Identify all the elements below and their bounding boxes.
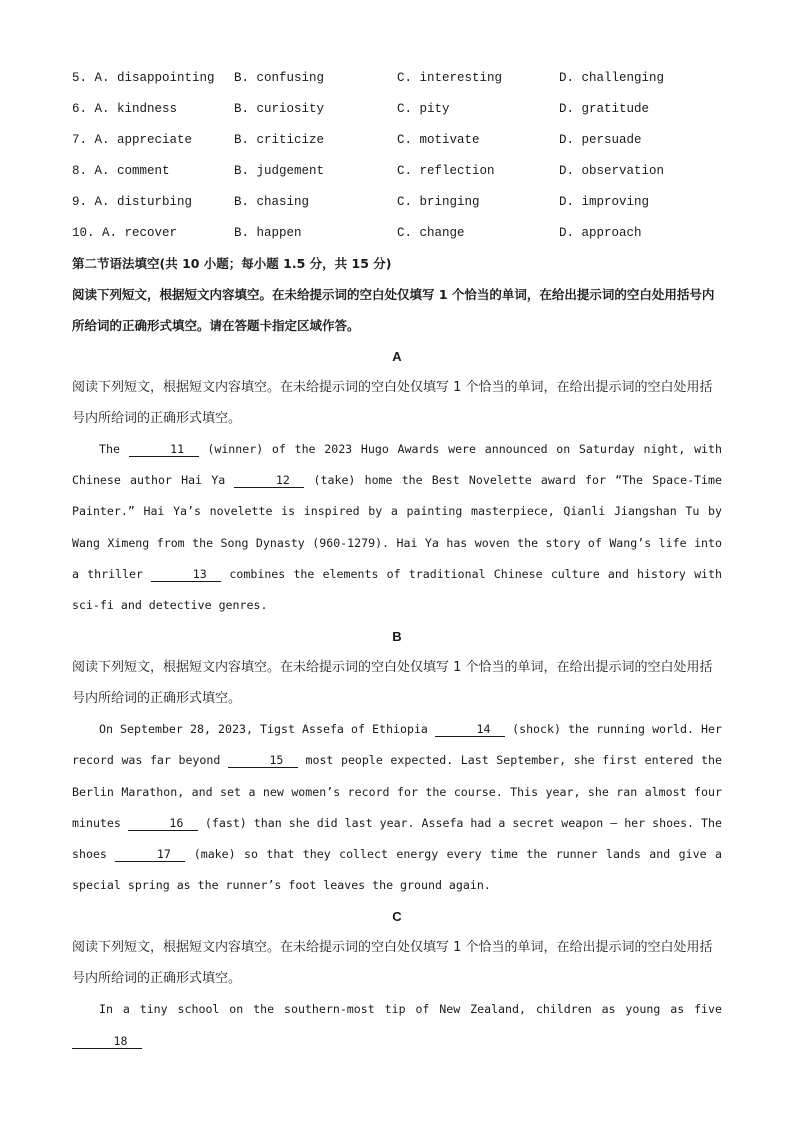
passage-a-instruction: 阅读下列短文，根据短文内容填空。在未给提示词的空白处仅填写 1 个恰当的单词，在给出提示词的空白处用括号内所给词的正确形式填空。 bbox=[72, 380, 713, 426]
mcq-row bbox=[72, 93, 722, 124]
option-c: C. pity bbox=[397, 101, 450, 116]
text-run: (winner) of the 2023 Hugo Awards were announced on Saturday night, with Chinese author Hai Ya bbox=[72, 442, 723, 488]
text-run: The bbox=[99, 442, 129, 456]
passage-b-instruction: 阅读下列短文，根据短文内容填空。在未给提示词的空白处仅填写 1 个恰当的单词，在给出提示词的空白处用括号内所给词的正确形式填空。 bbox=[72, 660, 713, 707]
mcq-row bbox=[72, 155, 722, 186]
blank-12[interactable]: 12 bbox=[234, 473, 304, 488]
exam-page bbox=[72, 62, 722, 1057]
mcq-row bbox=[72, 186, 722, 217]
option-a: 9. A. disturbing bbox=[72, 194, 193, 209]
blank-14[interactable]: 14 bbox=[435, 722, 505, 737]
option-b: B. happen bbox=[234, 225, 302, 240]
passage-c-text bbox=[72, 994, 722, 1056]
section-title: 第二节语法填空(共 10 小题；每小题 1.5 分，共 15 分) bbox=[72, 256, 392, 271]
mcq-row bbox=[72, 124, 722, 155]
option-c: C. bringing bbox=[397, 194, 480, 209]
text-run: combines the elements of traditional Chinese culture and history with sci-fi and detective genres. bbox=[72, 566, 722, 613]
option-c: C. change bbox=[397, 225, 465, 240]
text-run: On September 28, 2023, Tigst Assefa of Ethiopia bbox=[99, 722, 436, 737]
option-d: D. persuade bbox=[559, 132, 642, 147]
passage-b-heading: B bbox=[392, 629, 402, 645]
option-a: 10. A. recover bbox=[72, 225, 178, 240]
passage-c-instruction: 阅读下列短文，根据短文内容填空。在未给提示词的空白处仅填写 1 个恰当的单词，在给出提示词的空白处用括号内所给词的正确形式填空。 bbox=[72, 940, 713, 987]
option-d: D. observation bbox=[559, 163, 665, 178]
option-c: C. interesting bbox=[397, 70, 503, 85]
option-d: D. gratitude bbox=[559, 101, 650, 116]
option-a: 5. A. disappointing bbox=[72, 70, 215, 85]
option-a: 8. A. comment bbox=[72, 163, 170, 178]
blank-11[interactable]: 11 bbox=[129, 442, 199, 457]
option-d: D. approach bbox=[559, 225, 642, 240]
passage-c-heading: C bbox=[392, 909, 402, 925]
option-b: B. judgement bbox=[234, 163, 325, 178]
text-run: most people expected. Last September, she first entered the Berlin Marathon, and set a new women’s record for the course. This year, she ran almost four minutes bbox=[72, 753, 723, 830]
text-run: (fast) than she did last year. Assefa had a secret weapon — her shoes. The shoes bbox=[72, 815, 722, 862]
option-b: B. confusing bbox=[234, 70, 325, 85]
option-d: D. improving bbox=[559, 194, 650, 209]
blank-16[interactable]: 16 bbox=[128, 816, 198, 831]
option-d: D. challenging bbox=[559, 70, 665, 85]
option-a: 7. A. appreciate bbox=[72, 132, 193, 147]
option-c: C. reflection bbox=[397, 163, 495, 178]
passage-b-text bbox=[72, 714, 722, 901]
option-b: B. criticize bbox=[234, 132, 325, 147]
text-run: (shock) the running world. Her record was far beyond bbox=[72, 722, 722, 768]
text-run: (make) so that they collect energy every time the runner lands and give a special spring as the runner’s foot leaves the ground again. bbox=[72, 847, 722, 893]
option-b: B. curiosity bbox=[234, 101, 325, 116]
text-run: In a tiny school on the southern-most tip of New Zealand, children as young as five bbox=[99, 1002, 722, 1017]
mcq-row bbox=[72, 62, 722, 93]
blank-15[interactable]: 15 bbox=[228, 753, 298, 768]
mcq-options bbox=[72, 62, 722, 248]
option-c: C. motivate bbox=[397, 132, 480, 147]
mcq-row bbox=[72, 217, 722, 248]
option-a: 6. A. kindness bbox=[72, 101, 178, 116]
text-run: (take) home the Best Novelette award for “The Space-Time Painter.” Hai Ya’s novelette is inspired by a painting masterpiece, Qianli Jiangshan Tu by Wang Ximeng from the Song Dynasty (960-1279). Hai Ya has woven the story of Wang’s life into a thriller bbox=[72, 473, 722, 581]
passage-a-text bbox=[72, 434, 722, 621]
passage-a-heading: A bbox=[392, 349, 402, 364]
option-b: B. chasing bbox=[234, 194, 310, 209]
blank-18[interactable]: 18 bbox=[72, 1034, 142, 1049]
section-instruction: 阅读下列短文，根据短文内容填空。在未给提示词的空白处仅填写 1 个恰当的单词，在给出提示词的空白处用括号内所给词的正确形式填空。请在答题卡指定区域作答。 bbox=[72, 287, 715, 333]
blank-13[interactable]: 13 bbox=[151, 567, 221, 582]
blank-17[interactable]: 17 bbox=[115, 847, 185, 862]
